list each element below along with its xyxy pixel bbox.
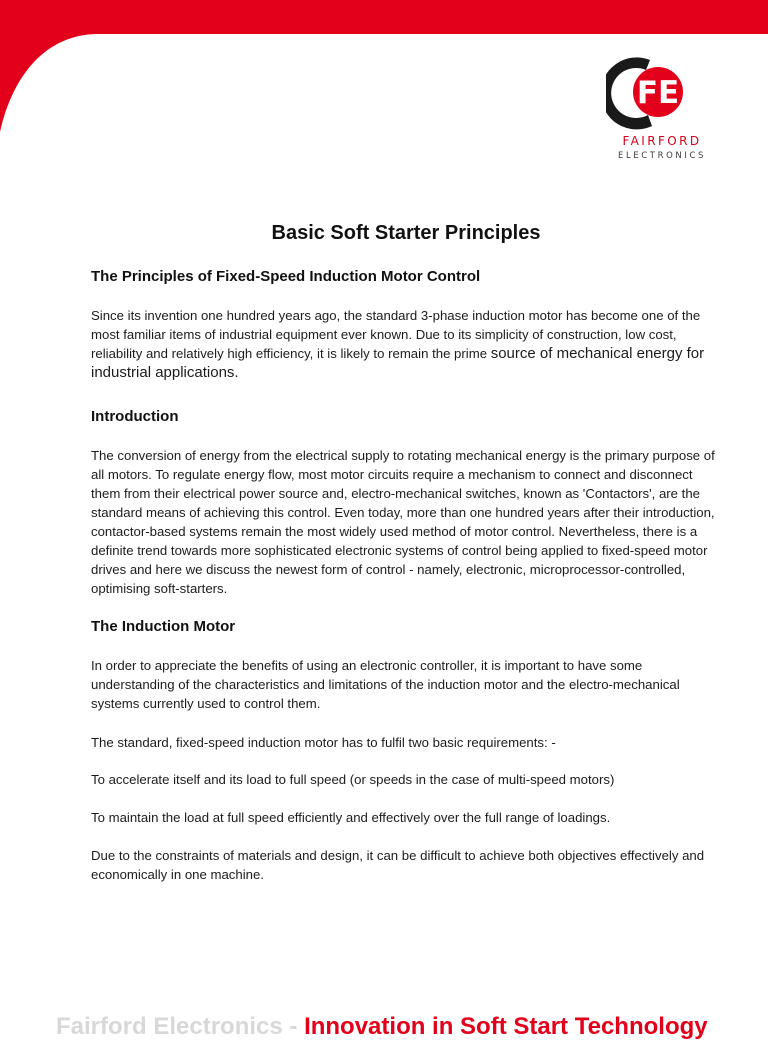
fe-logo-icon <box>606 52 718 132</box>
brand-subtitle: ELECTRONICS <box>618 151 706 161</box>
paragraph-motor-4: To maintain the load at full speed efficiently and effectively over the full range of loadings. <box>91 810 611 825</box>
paragraph-motor-3: To accelerate itself and its load to full speed (or speeds in the case of multi-speed motors) <box>91 772 615 787</box>
section-heading-introduction: Introduction <box>91 408 179 425</box>
document-title: Basic Soft Starter Principles <box>271 222 541 244</box>
paragraph-motor-1: In order to appreciate the benefits of using an electronic controller, it is important to have some understanding of the characteristics and limitations of the induction motor and the electro-mechanical systems currently used to control them. <box>91 658 680 711</box>
paragraph-principles-emphasis: source of mechanical energy for industrial applications. <box>91 345 705 381</box>
section-heading-induction-motor: The Induction Motor <box>91 618 236 635</box>
brand-name: FAIRFORD <box>622 134 702 148</box>
section-heading-principles: The Principles of Fixed-Speed Induction Motor Control <box>91 268 481 285</box>
footer-tagline: Innovation in Soft Start Technology <box>304 1013 708 1040</box>
paragraph-principles-text: Since its invention one hundred years ago, the standard 3-phase induction motor has become one of the most familiar items of industrial equipment ever known. Due to its simplicity of construction, low cost, reliability and relatively high efficiency, it is likely to remain the prime <box>91 308 701 361</box>
paragraph-introduction: The conversion of energy from the electrical supply to rotating mechanical energy is the primary purpose of all motors. To regulate energy flow, most motor circuits require a mechanism to connect and disconnect them from their electrical power source and, electro-mechanical switches, known as 'Contactors', are the standard means of achieving this control. Even today, more than one hundred years after their introduction, contactor-based systems remain the most widely used method of motor control. Nevertheless, there is a definite trend towards more sophisticated electronic systems of control being applied to fixed-speed motor drives and here we discuss the newest form of control - namely, electronic, microprocessor-controlled, optimising soft-starters. <box>91 448 715 596</box>
paragraph-motor-5: Due to the constraints of materials and design, it can be difficult to achieve both objectives effectively and economically in one machine. <box>91 848 705 882</box>
paragraph-motor-2: The standard, fixed-speed induction motor has to fulfil two basic requirements: - <box>91 735 556 750</box>
footer <box>56 1012 708 1042</box>
footer-company: Fairford Electronics - <box>56 1013 305 1040</box>
paragraph-principles <box>91 306 725 382</box>
logo-letters: FE <box>636 75 680 111</box>
